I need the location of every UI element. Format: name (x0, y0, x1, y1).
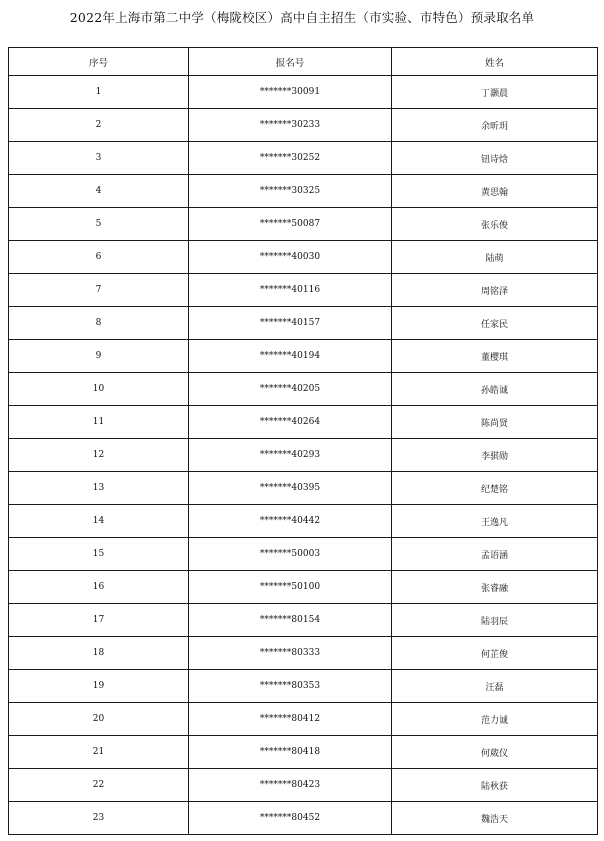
table-row (9, 274, 598, 307)
table-header-row (9, 48, 598, 76)
header-student-name: 姓名 (392, 48, 598, 76)
table-row (9, 472, 598, 505)
cell-registration-number: *******80353 (189, 670, 392, 703)
table-row (9, 142, 598, 175)
table-row (9, 307, 598, 340)
cell-serial-number: 14 (9, 505, 189, 538)
cell-registration-number: *******50100 (189, 571, 392, 604)
cell-student-name: 陆萌 (392, 241, 598, 274)
cell-registration-number: *******50087 (189, 208, 392, 241)
cell-serial-number: 20 (9, 703, 189, 736)
table-row (9, 604, 598, 637)
cell-student-name: 纪楚铭 (392, 472, 598, 505)
cell-serial-number: 1 (9, 76, 189, 109)
cell-student-name: 张睿融 (392, 571, 598, 604)
cell-student-name: 魏浩天 (392, 802, 598, 835)
cell-student-name: 李骐勋 (392, 439, 598, 472)
cell-registration-number: *******40264 (189, 406, 392, 439)
cell-serial-number: 21 (9, 736, 189, 769)
header-registration-number: 报名号 (189, 48, 392, 76)
table-row (9, 340, 598, 373)
table-row (9, 769, 598, 802)
cell-registration-number: *******80418 (189, 736, 392, 769)
cell-serial-number: 5 (9, 208, 189, 241)
cell-registration-number: *******40205 (189, 373, 392, 406)
table-body (9, 76, 598, 835)
cell-student-name: 范力诚 (392, 703, 598, 736)
cell-registration-number: *******80333 (189, 637, 392, 670)
table-row (9, 505, 598, 538)
cell-registration-number: *******40194 (189, 340, 392, 373)
cell-serial-number: 23 (9, 802, 189, 835)
cell-registration-number: *******80154 (189, 604, 392, 637)
table-row (9, 175, 598, 208)
cell-serial-number: 2 (9, 109, 189, 142)
cell-student-name: 何葳仪 (392, 736, 598, 769)
table-row (9, 439, 598, 472)
cell-student-name: 陈尚贤 (392, 406, 598, 439)
cell-serial-number: 7 (9, 274, 189, 307)
cell-registration-number: *******30233 (189, 109, 392, 142)
cell-student-name: 任家民 (392, 307, 598, 340)
cell-student-name: 王逸凡 (392, 505, 598, 538)
cell-student-name: 孟语涵 (392, 538, 598, 571)
cell-registration-number: *******40293 (189, 439, 392, 472)
cell-registration-number: *******40030 (189, 241, 392, 274)
cell-serial-number: 17 (9, 604, 189, 637)
cell-registration-number: *******30252 (189, 142, 392, 175)
cell-serial-number: 9 (9, 340, 189, 373)
table-row (9, 76, 598, 109)
cell-student-name: 黄思翰 (392, 175, 598, 208)
cell-serial-number: 13 (9, 472, 189, 505)
cell-serial-number: 8 (9, 307, 189, 340)
cell-serial-number: 6 (9, 241, 189, 274)
table-row (9, 241, 598, 274)
cell-registration-number: *******30091 (189, 76, 392, 109)
cell-registration-number: *******80452 (189, 802, 392, 835)
cell-registration-number: *******30325 (189, 175, 392, 208)
admission-list-table (8, 47, 598, 835)
cell-serial-number: 11 (9, 406, 189, 439)
cell-student-name: 何芷俊 (392, 637, 598, 670)
document-title: 2022年上海市第二中学（梅陇校区）高中自主招生（市实验、市特色）预录取名单 (69, 10, 535, 25)
cell-registration-number: *******80412 (189, 703, 392, 736)
cell-serial-number: 19 (9, 670, 189, 703)
table-row (9, 670, 598, 703)
table-row (9, 373, 598, 406)
cell-student-name: 余昕玥 (392, 109, 598, 142)
table-row (9, 637, 598, 670)
cell-registration-number: *******40157 (189, 307, 392, 340)
cell-student-name: 钮诗焓 (392, 142, 598, 175)
cell-student-name: 孙皓诚 (392, 373, 598, 406)
table-row (9, 208, 598, 241)
table-row (9, 571, 598, 604)
table-row (9, 703, 598, 736)
cell-registration-number: *******40442 (189, 505, 392, 538)
cell-student-name: 汪磊 (392, 670, 598, 703)
table-row (9, 736, 598, 769)
table-row (9, 109, 598, 142)
cell-serial-number: 18 (9, 637, 189, 670)
cell-registration-number: *******40395 (189, 472, 392, 505)
cell-serial-number: 4 (9, 175, 189, 208)
cell-student-name: 陆秋获 (392, 769, 598, 802)
cell-registration-number: *******80423 (189, 769, 392, 802)
cell-serial-number: 22 (9, 769, 189, 802)
cell-student-name: 周铭泽 (392, 274, 598, 307)
cell-serial-number: 15 (9, 538, 189, 571)
cell-student-name: 丁灏晨 (392, 76, 598, 109)
table-row (9, 802, 598, 835)
cell-serial-number: 3 (9, 142, 189, 175)
cell-registration-number: *******50003 (189, 538, 392, 571)
cell-serial-number: 10 (9, 373, 189, 406)
cell-student-name: 张乐俊 (392, 208, 598, 241)
cell-student-name: 陆羽辰 (392, 604, 598, 637)
cell-serial-number: 16 (9, 571, 189, 604)
table-row (9, 406, 598, 439)
cell-serial-number: 12 (9, 439, 189, 472)
table-row (9, 538, 598, 571)
cell-student-name: 董樱琪 (392, 340, 598, 373)
header-serial-number: 序号 (9, 48, 189, 76)
cell-registration-number: *******40116 (189, 274, 392, 307)
